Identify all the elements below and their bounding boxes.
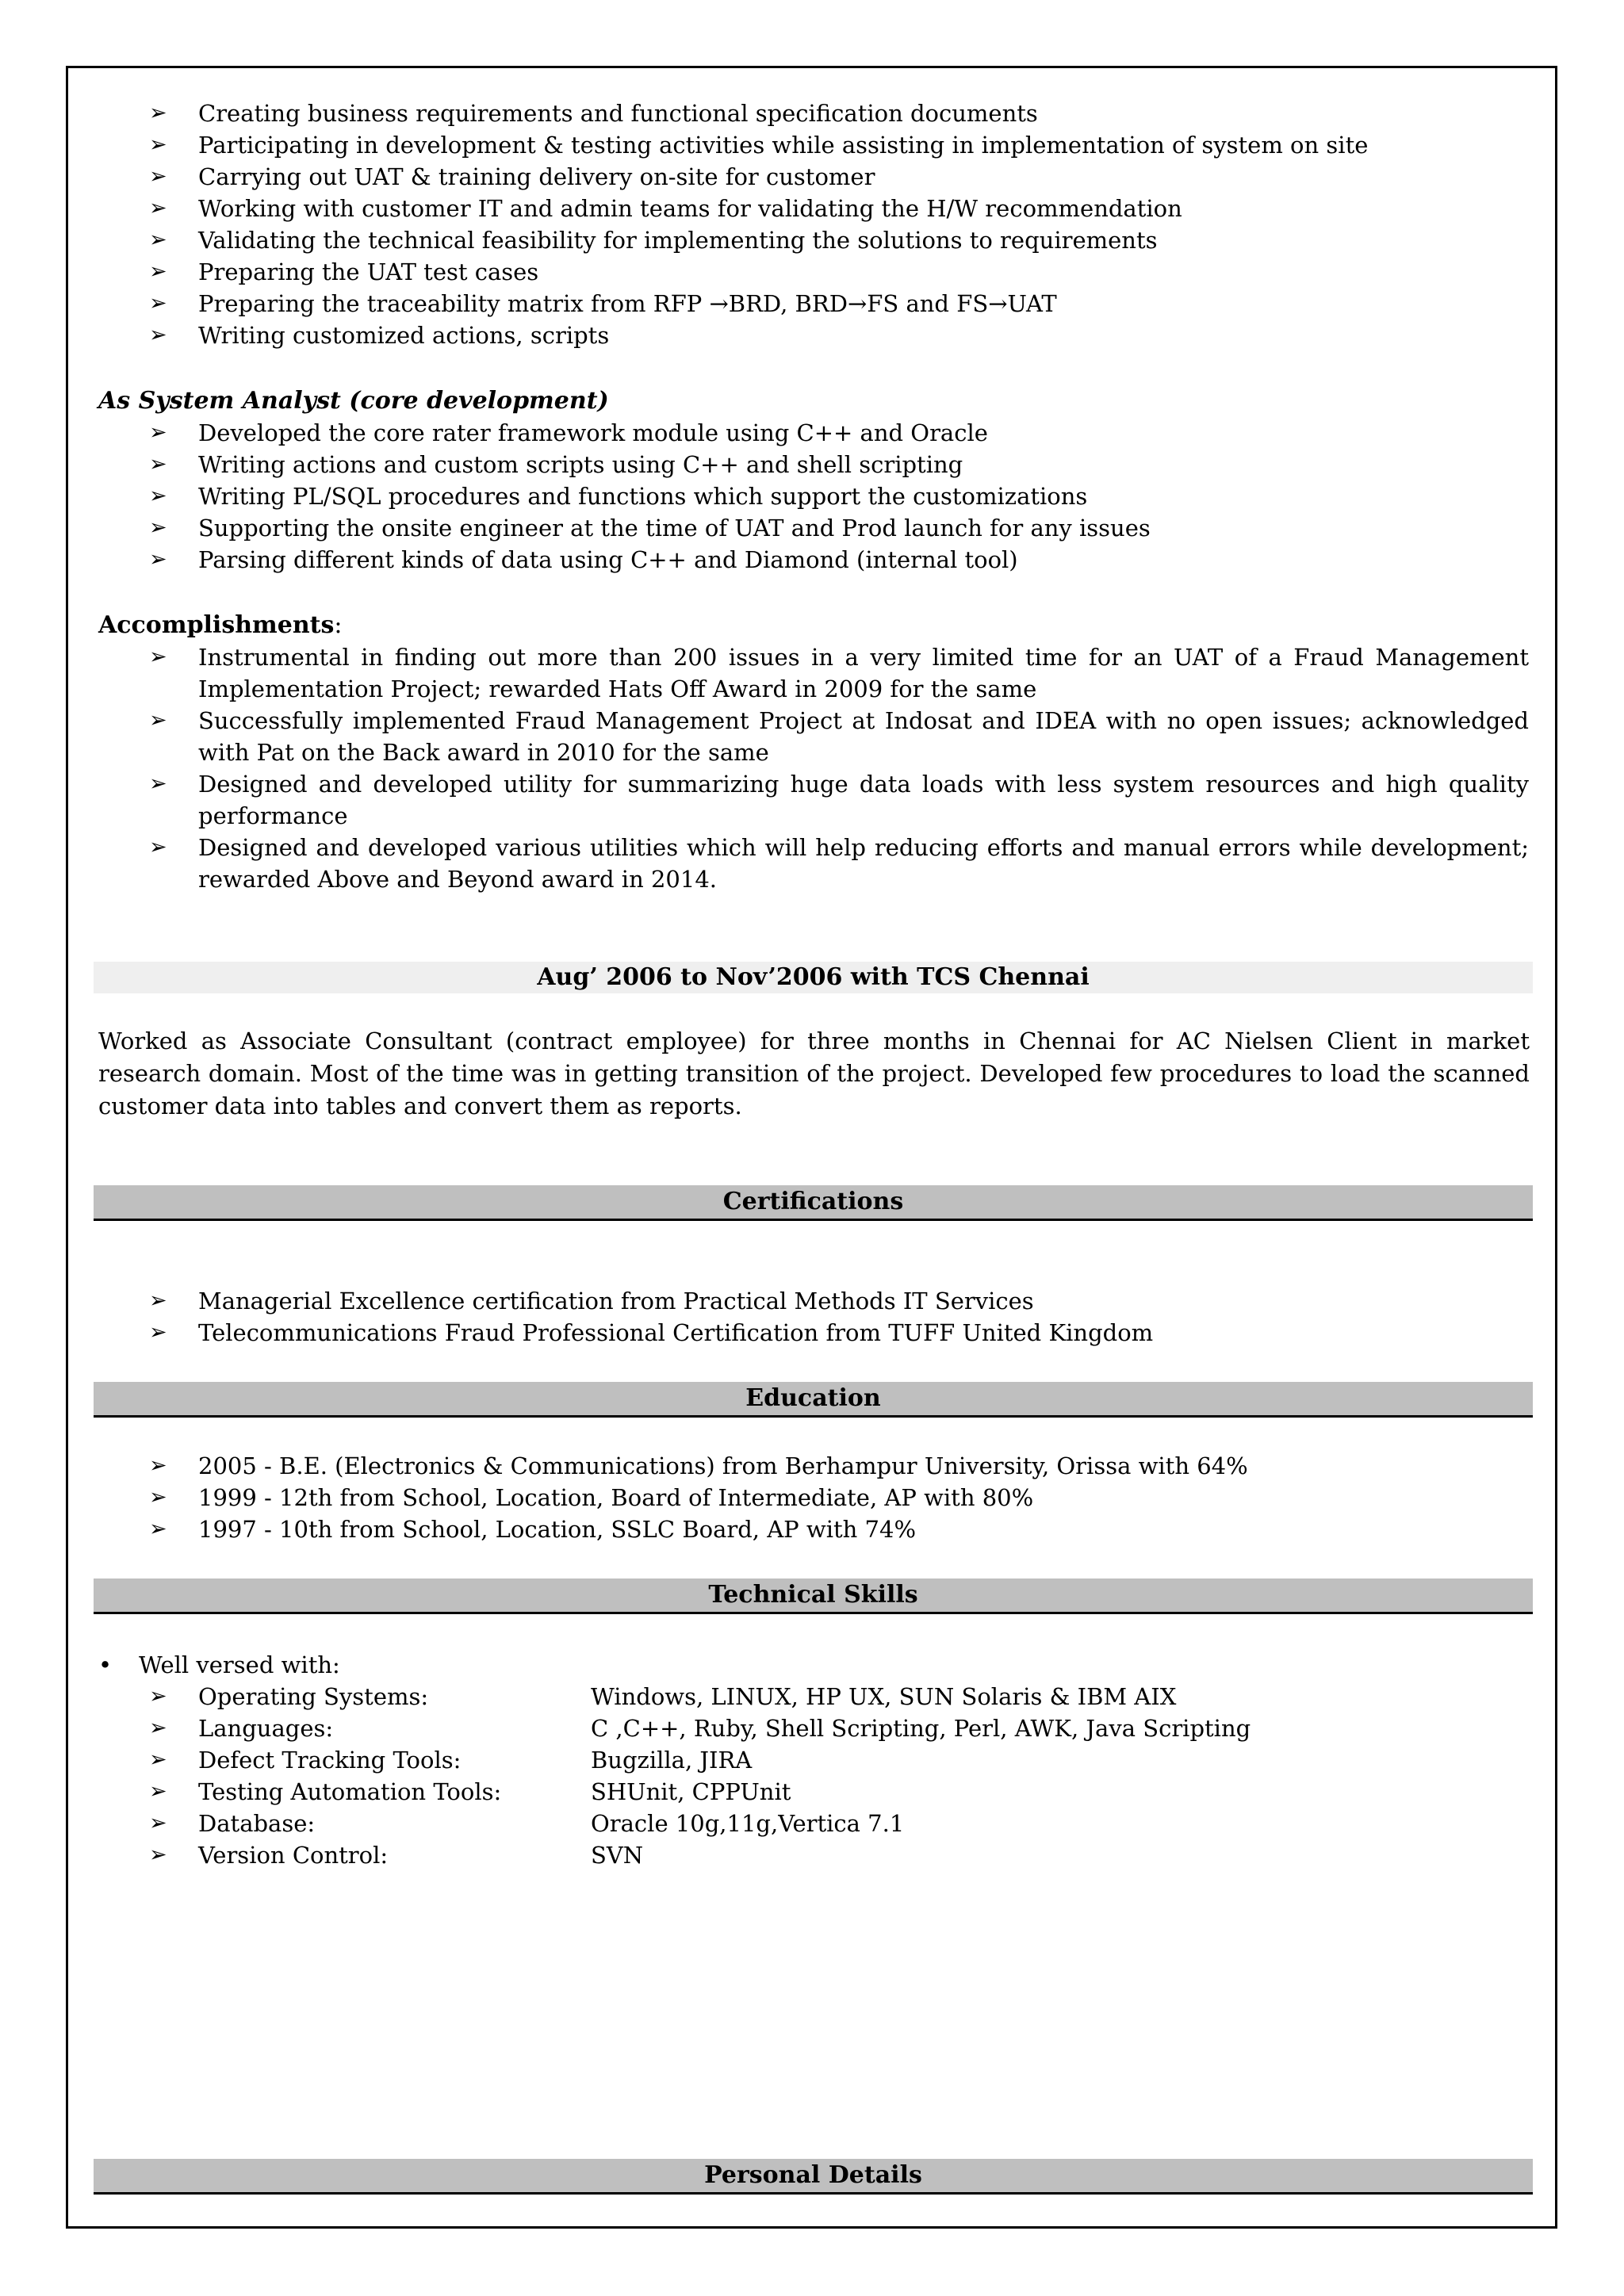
arrow-bullet-icon: ➢	[149, 1485, 167, 1510]
arrow-bullet-icon: ➢	[149, 708, 167, 733]
list-item: ➢ Writing customized actions, scripts	[0, 320, 1624, 351]
certifications-list	[0, 1285, 1624, 1349]
arrow-bullet-icon: ➢	[149, 835, 167, 859]
arrow-bullet-icon: ➢	[149, 1288, 167, 1313]
arrow-bullet-icon: ➢	[149, 645, 167, 669]
tcs-section-band: Aug’ 2006 to Nov’2006 with TCS Chennai	[94, 962, 1533, 993]
system-analyst-heading: As System Analyst (core development)	[98, 387, 609, 415]
arrow-bullet-icon: ➢	[149, 1716, 167, 1740]
skills-intro: • Well versed with:	[98, 1649, 340, 1681]
list-item: ➢ Designed and developed various utilities which will help reducing efforts and manual errors while development; rewarded Above and Beyond award in 2014.	[0, 832, 1624, 895]
arrow-bullet-icon: ➢	[149, 101, 167, 125]
arrow-bullet-icon: ➢	[149, 1843, 167, 1867]
accomplishments-heading: Accomplishments:	[98, 611, 343, 639]
technical-skills-band: Technical Skills	[94, 1578, 1533, 1614]
list-item: ➢ Preparing the UAT test cases	[0, 256, 1624, 288]
arrow-bullet-icon: ➢	[149, 1811, 167, 1835]
responsibility-list	[0, 98, 1624, 351]
tcs-description: Worked as Associate Consultant (contract employee) for three months in Chennai for AC Nielsen Client in market research domain. Most of the time was in getting transition of the project. Developed few procedures to load the scanned customer data into tables and convert them as reports.	[98, 1027, 1530, 1119]
skills-table	[0, 1681, 1624, 1871]
skill-row: ➢ Testing Automation Tools: SHUnit, CPPUnit	[0, 1776, 1624, 1808]
skill-row: ➢ Languages: C ,C++, Ruby, Shell Scripting, Perl, AWK, Java Scripting	[0, 1712, 1624, 1744]
list-item: ➢ Validating the technical feasibility for implementing the solutions to requirements	[0, 224, 1624, 256]
education-band: Education	[94, 1382, 1533, 1418]
arrow-bullet-icon: ➢	[149, 771, 167, 796]
arrow-bullet-icon: ➢	[149, 1453, 167, 1478]
arrow-bullet-icon: ➢	[149, 291, 167, 316]
arrow-bullet-icon: ➢	[149, 228, 167, 252]
arrow-bullet-icon: ➢	[149, 484, 167, 508]
list-item: ➢ Preparing the traceability matrix from RFP →BRD, BRD→FS and FS→UAT	[0, 288, 1624, 320]
arrow-bullet-icon: ➢	[149, 547, 167, 572]
arrow-bullet-icon: ➢	[149, 1517, 167, 1541]
skill-row: ➢ Defect Tracking Tools: Bugzilla, JIRA	[0, 1744, 1624, 1776]
list-item: ➢ 1997 - 10th from School, Location, SSLC Board, AP with 74%	[0, 1513, 1624, 1545]
round-bullet-icon: •	[98, 1651, 113, 1678]
list-item: ➢ Writing actions and custom scripts using C++ and shell scripting	[0, 449, 1624, 480]
list-item: ➢ 2005 - B.E. (Electronics & Communications) from Berhampur University, Orissa with 64%	[0, 1450, 1624, 1482]
list-item: ➢ Parsing different kinds of data using C++ and Diamond (internal tool)	[0, 544, 1624, 576]
accomplishments-list	[0, 641, 1624, 895]
arrow-bullet-icon: ➢	[149, 196, 167, 220]
arrow-bullet-icon: ➢	[149, 132, 167, 157]
list-item: ➢ Developed the core rater framework module using C++ and Oracle	[0, 417, 1624, 449]
arrow-bullet-icon: ➢	[149, 1684, 167, 1709]
list-item: ➢ Successfully implemented Fraud Management Project at Indosat and IDEA with no open issues; acknowledged with Pat on the Back award in 2010 for the same	[0, 705, 1624, 768]
list-item: ➢ Carrying out UAT & training delivery on-site for customer	[0, 161, 1624, 193]
arrow-bullet-icon: ➢	[149, 1747, 167, 1772]
list-item: ➢ Instrumental in finding out more than 200 issues in a very limited time for an UAT of a Fraud Management Implementation Project; rewarded Hats Off Award in 2009 for the same	[0, 641, 1624, 705]
arrow-bullet-icon: ➢	[149, 164, 167, 189]
list-item: ➢ Managerial Excellence certification from Practical Methods IT Services	[0, 1285, 1624, 1317]
certifications-band: Certifications	[94, 1185, 1533, 1221]
list-item: ➢ Supporting the onsite engineer at the time of UAT and Prod launch for any issues	[0, 512, 1624, 544]
arrow-bullet-icon: ➢	[149, 259, 167, 284]
list-item: ➢ Creating business requirements and functional specification documents	[0, 98, 1624, 129]
list-item: ➢ 1999 - 12th from School, Location, Board of Intermediate, AP with 80%	[0, 1482, 1624, 1513]
list-item: ➢ Telecommunications Fraud Professional Certification from TUFF United Kingdom	[0, 1317, 1624, 1349]
list-item: ➢ Designed and developed utility for summarizing huge data loads with less system resources and high quality performance	[0, 768, 1624, 832]
education-list	[0, 1450, 1624, 1545]
list-item: ➢ Writing PL/SQL procedures and functions which support the customizations	[0, 480, 1624, 512]
arrow-bullet-icon: ➢	[149, 1320, 167, 1345]
arrow-bullet-icon: ➢	[149, 515, 167, 540]
skill-row: ➢ Database: Oracle 10g,11g,Vertica 7.1	[0, 1808, 1624, 1839]
system-analyst-list	[0, 417, 1624, 576]
skill-row: ➢ Version Control: SVN	[0, 1839, 1624, 1871]
skill-row: ➢ Operating Systems: Windows, LINUX, HP UX, SUN Solaris & IBM AIX	[0, 1681, 1624, 1712]
arrow-bullet-icon: ➢	[149, 452, 167, 476]
list-item: ➢ Working with customer IT and admin teams for validating the H/W recommendation	[0, 193, 1624, 224]
list-item: ➢ Participating in development & testing activities while assisting in implementation of system on site	[0, 129, 1624, 161]
arrow-bullet-icon: ➢	[149, 420, 167, 445]
personal-details-band: Personal Details	[94, 2159, 1533, 2195]
arrow-bullet-icon: ➢	[149, 1779, 167, 1804]
arrow-bullet-icon: ➢	[149, 323, 167, 347]
